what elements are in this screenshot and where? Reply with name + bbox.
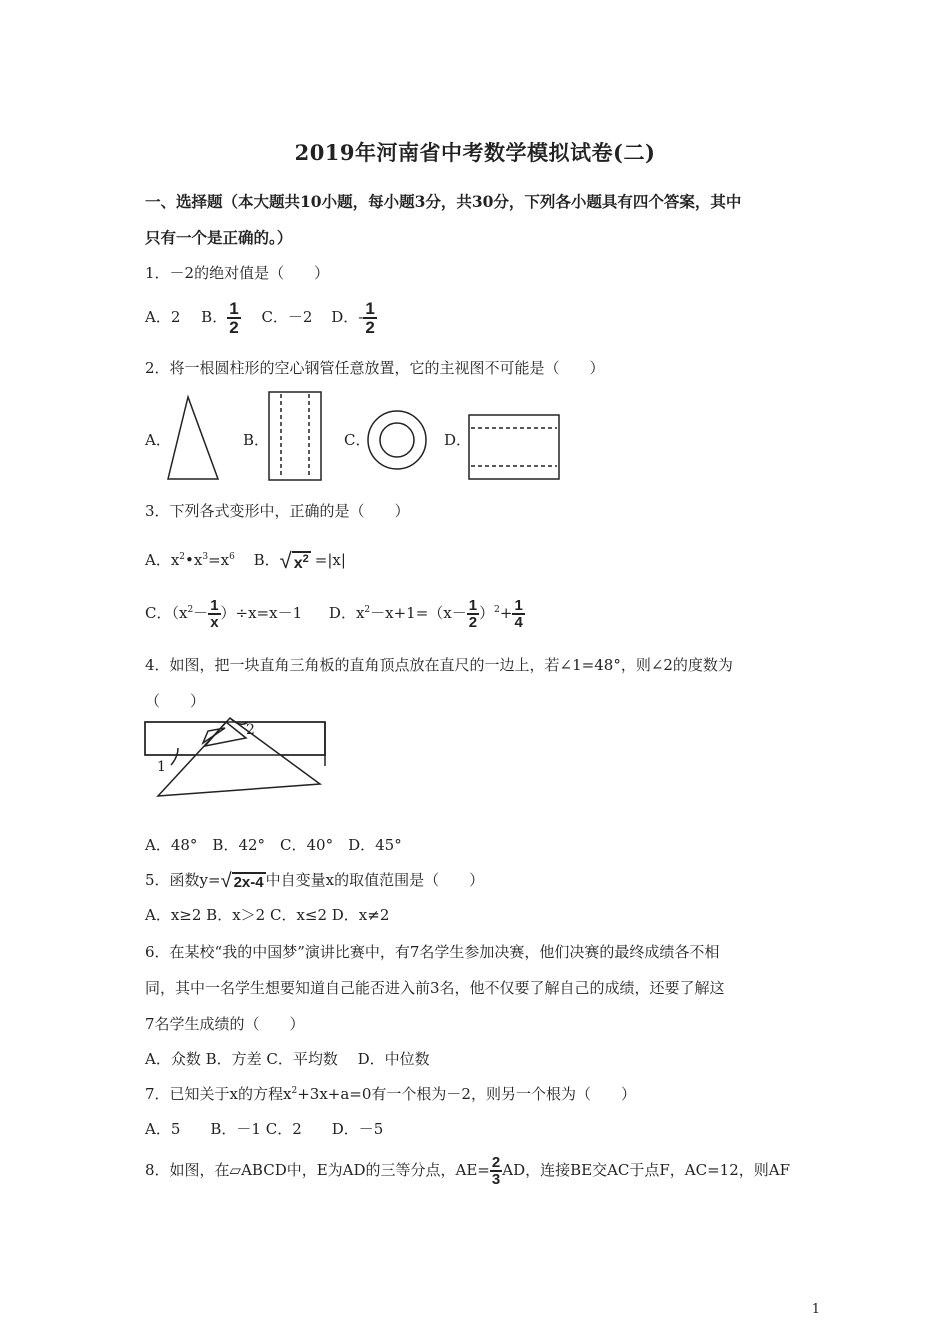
q7-options: A．5 B．－1 C．2 D．－5	[145, 1120, 384, 1138]
q2-figure-a-triangle	[168, 397, 218, 479]
q2-figure-c-ring	[368, 411, 426, 469]
q2-option-a-label: A．	[145, 431, 171, 449]
q1-option-b-label: B．	[201, 308, 228, 326]
q3-option-a: A．$x^2•x^3=x^6$	[145, 551, 235, 569]
q3-options-ab	[145, 548, 346, 574]
q1-option-b-fraction: $\frac{1}{2}$	[229, 299, 239, 337]
q6-options: A．众数 B．方差 C．平均数 D．中位数	[145, 1050, 430, 1068]
q6-stem-line1: 6．在某校“我的中国梦”演讲比赛中，有7名学生参加决赛，他们决赛的最终成绩各不相	[145, 943, 720, 961]
q2-stem: 2．将一根圆柱形的空心钢管任意放置，它的主视图不可能是（ ）	[145, 359, 605, 377]
section-heading-line2: 只有一个是正确的。）	[145, 228, 293, 247]
q3-stem: 3．下列各式变形中，正确的是（ ）	[145, 502, 410, 520]
q2-option-c-label: C．	[344, 431, 371, 449]
q3-option-d: D．$x^2-x+1=(x-$ $\frac{1}{2}$ ）$^2$+ $\frac{1}{4}$	[328, 597, 523, 631]
q5-options: A．x≥2 B．x＞2 C．x≤2 D．x≠2	[145, 906, 390, 924]
page-number: 1	[811, 1302, 820, 1317]
q3-option-b: B．√ $x^2 =|x|$	[253, 548, 346, 573]
q2-option-d-label: D．	[444, 431, 472, 449]
q1-option-d-fraction: $\frac{1}{2}$	[365, 299, 375, 337]
section-heading-line1: 一、选择题（本大题共10小题，每小题3分，共30分，下列各小题具有四个答案，其中	[145, 192, 742, 211]
q4-stem-line2: （ ）	[145, 692, 206, 710]
q3-options-cd	[145, 598, 525, 630]
q6-stem-line3: 7名学生成绩的（ ）	[145, 1015, 305, 1033]
q6-stem-line2: 同，其中一名学生想要知道自己能否进入前3名，他不仅要了解自己的成绩，还要了解这	[145, 979, 725, 997]
q8-stem: 8．如图，在▱ABCD中，E为AD的三等分点，AE= $\frac{2}{3}$ AD，连接BE交AC于点F，AC=12，则AF	[145, 1154, 790, 1188]
q4-angle-2-label: 2	[246, 722, 255, 738]
q4-stem-line1: 4．如图，把一块直角三角板的直角顶点放在直尺的一边上，若∠1=48°，则∠2的度数为	[145, 656, 733, 674]
q7-stem: 7．已知关于x的方程$x^2+3x+a=0$有一个根为－2，则另一个根为（ ）	[145, 1085, 636, 1103]
q3-option-c: C．（$x^2-$ $\frac{1}{x}$ ）÷x=x－1	[145, 597, 303, 631]
q2-figure-d-rectangle-dashed	[469, 415, 559, 479]
q2-figure-b-rectangle-dashed	[269, 392, 321, 480]
q5-stem: 5．函数y=√ 2x-4 中自变量x的取值范围是（ ）	[145, 869, 485, 892]
q4-angle-1-label: 1	[157, 759, 166, 775]
q4-options: A．48° B．42° C．40° D．45°	[145, 836, 402, 854]
q1-option-c: C．－2	[261, 308, 313, 326]
page-title: 2019年河南省中考数学模拟试卷(二)	[294, 140, 656, 165]
q2-option-b-label: B．	[243, 431, 270, 449]
q1-option-d-label: D．-	[331, 308, 364, 326]
q4-figure-ruler-triangle	[145, 718, 325, 796]
q1-stem: 1．－2的绝对值是（ ）	[145, 264, 330, 282]
q1-option-a: A．2	[145, 308, 181, 326]
